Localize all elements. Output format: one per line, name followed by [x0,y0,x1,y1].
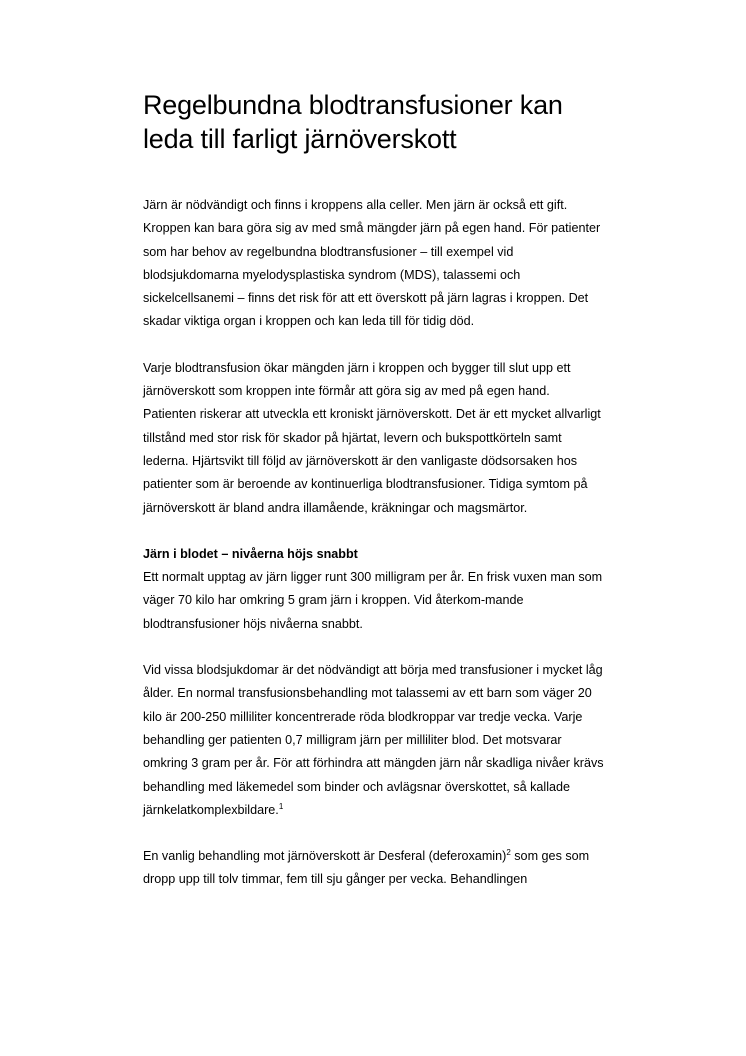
section-subheading: Järn i blodet – nivåerna höjs snabbt [143,546,358,561]
paragraph-4-text: Vid vissa blodsjukdomar är det nödvändigt att börja med transfusioner i mycket låg ålder. En normal transfusionsbehandling mot talassemi av ett barn som väger 20 kilo är 200-250 milliliter koncentrerade röda blodkroppar var tredje vecka. Varje behandling ger patienten 0,7 milligram järn per milliliter blod. Det motsvarar omkring 3 gram per år. För att förhindra att mängden järn når skadliga nivåer krävs behandling med läkemedel som binder och avlägsnar överskottet, så kallade järnkelatkomplexbildare. [143,663,604,817]
paragraph-4 [143,659,605,822]
document-body [143,194,605,892]
paragraph-3 [143,543,605,636]
paragraph-5-text-a: En vanlig behandling mot järnöverskott är Desferal (deferoxamin) [143,849,507,864]
document-page [143,88,605,915]
footnote-ref-2: 2 [506,848,511,858]
paragraph-1: Järn är nödvändigt och finns i kroppens alla celler. Men järn är också ett gift. Kroppen kan bara göra sig av med små mängder järn på egen hand. För patienter som har behov av regelbundna blodtransfusioner – till exempel vid blodsjukdomarna myelodysplastiska syndrom (MDS), talassemi och sickelcellsanemi – finns det risk för att ett överskott på järn lagras i kroppen. Det skadar viktiga organ i kroppen och kan leda till för tidig död. [143,198,601,329]
subheading-paragraph: Ett normalt upptag av järn ligger runt 300 milligram per år. En frisk vuxen man som väger 70 kilo har omkring 5 gram järn i kroppen. Vid återkom-mande blodtransfusioner höjs nivåerna snabbt. [143,570,603,631]
footnote-ref-1: 1 [278,801,284,811]
paragraph-5 [143,845,605,892]
paragraph-5-text-b: som ges som dropp upp till tolv timmar, fem till sju gånger per vecka. Behandlingen [143,849,590,887]
page-title: Regelbundna blodtransfusioner kan leda till farligt järnöverskott [143,90,563,154]
paragraph-2: Varje blodtransfusion ökar mängden järn i kroppen och bygger till slut upp ett järnöverskott som kroppen inte förmår att göra sig av med på egen hand. Patienten riskerar att utveckla ett kroniskt järnöverskott. Det är ett mycket allvarligt tillstånd med stor risk för skador på hjärtat, levern och bukspottkörteln samt lederna. Hjärtsvikt till följd av järnöverskott är den vanligaste dödsorsaken hos patienter som är beroende av kontinuerliga blodtransfusioner. Tidiga symtom på järnöverskott är bland andra illamående, kräkningar och magsmärtor. [143,360,601,515]
